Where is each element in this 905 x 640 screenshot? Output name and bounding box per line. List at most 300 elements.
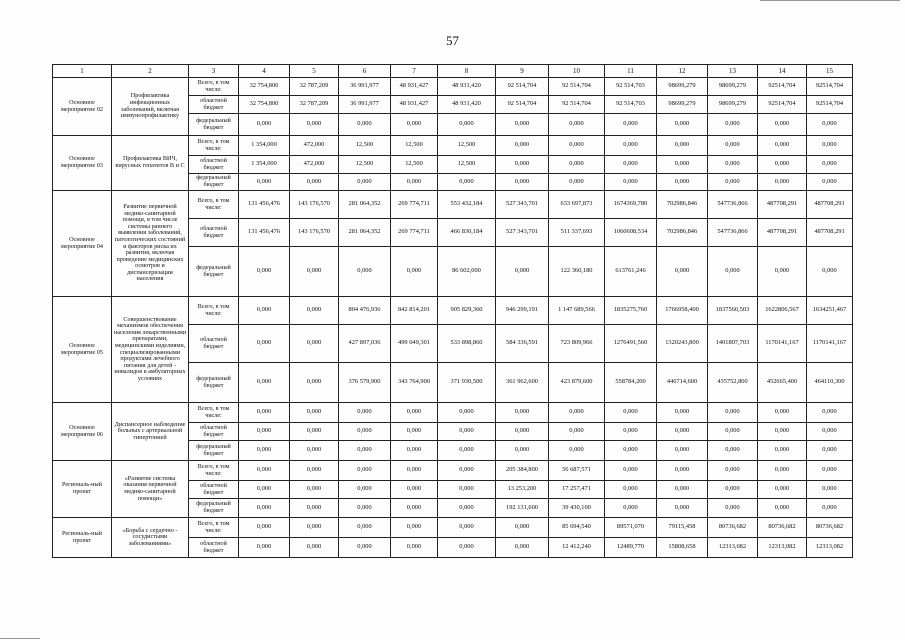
amount-cell: 92 514,704 (496, 78, 549, 96)
amount-cell: 0,000 (239, 518, 290, 538)
amount-cell: 0,000 (391, 403, 438, 423)
amount-cell: 487708,291 (807, 191, 853, 219)
amount-cell: 527 343,701 (496, 219, 549, 247)
page-number: 57 (446, 33, 459, 48)
amount-cell: 702986,846 (657, 191, 708, 219)
amount-cell: 0,000 (339, 247, 391, 297)
amount-cell: 842 814,201 (391, 297, 438, 325)
amount-cell: 92514,704 (807, 96, 853, 114)
amount-cell: 0,000 (758, 441, 807, 461)
amount-cell: 89571,070 (605, 518, 657, 538)
amount-cell: 48 931,420 (438, 96, 496, 114)
amount-cell: 0,000 (758, 174, 807, 191)
amount-cell: 98699,279 (708, 78, 758, 96)
amount-cell: 0,000 (758, 423, 807, 441)
amount-cell: 12313,082 (807, 538, 853, 558)
amount-cell: 1276491,560 (605, 325, 657, 363)
amount-cell: 122 360,180 (549, 247, 605, 297)
amount-cell: 48 931,427 (391, 78, 438, 96)
amount-cell: 0,000 (438, 461, 496, 481)
amount-cell: 0,000 (339, 538, 391, 558)
amount-cell: 0,000 (239, 423, 290, 441)
amount-cell: 0,000 (438, 518, 496, 538)
amount-cell: 36 991,977 (339, 96, 391, 114)
amount-cell: 0,000 (438, 481, 496, 499)
amount-cell: 0,000 (339, 518, 391, 538)
amount-cell: 1674369,780 (605, 191, 657, 219)
amount-cell: 0,000 (807, 247, 853, 297)
amount-cell: 464110,300 (807, 363, 853, 403)
amount-cell: 0,000 (807, 403, 853, 423)
amount-cell: 702986,846 (657, 219, 708, 247)
activity-name-cell: «Борьба с сердечно - сосудистыми заболеваниями» (112, 518, 189, 558)
activity-name-cell: Профилактика ВИЧ, вирусных гепатитов В и С (112, 136, 189, 191)
table-row (53, 191, 853, 219)
amount-cell: 533 898,860 (438, 325, 496, 363)
amount-cell: 0,000 (807, 114, 853, 136)
amount-cell: 435752,800 (708, 363, 758, 403)
amount-cell: 0,000 (657, 136, 708, 156)
amount-cell: 0,000 (496, 136, 549, 156)
amount-cell: 547736,866 (708, 219, 758, 247)
amount-cell: 1170141,167 (758, 325, 807, 363)
amount-cell: 92 514,703 (605, 78, 657, 96)
amount-cell: 1766958,400 (657, 297, 708, 325)
column-number-header: 9 (496, 65, 549, 78)
amount-cell: 0,000 (605, 441, 657, 461)
amount-cell: 0,000 (239, 403, 290, 423)
amount-cell: 0,000 (290, 403, 339, 423)
amount-cell: 92514,704 (758, 96, 807, 114)
amount-cell: 12,500 (438, 156, 496, 174)
column-number-header: 14 (758, 65, 807, 78)
funding-source-cell: Всего, в том числе: (189, 403, 239, 423)
amount-cell: 0,000 (438, 114, 496, 136)
amount-cell: 946 299,191 (496, 297, 549, 325)
amount-cell: 0,000 (605, 423, 657, 441)
table-row (53, 297, 853, 325)
amount-cell: 12,500 (339, 156, 391, 174)
amount-cell: 0,000 (239, 363, 290, 403)
amount-cell: 0,000 (239, 499, 290, 518)
amount-cell: 0,000 (549, 174, 605, 191)
amount-cell: 12,500 (391, 136, 438, 156)
amount-cell: 0,000 (438, 174, 496, 191)
activity-name-cell: Развитие первичной медико-санитарной помощи, в том числе системы раннего выявления заболеваний, патологических состояний и факторов риска их развития, включая проведение медицинских осмотров и диспансеризации населения (112, 191, 189, 297)
amount-cell: 92 514,704 (549, 96, 605, 114)
amount-cell: 0,000 (605, 481, 657, 499)
amount-cell: 0,000 (239, 297, 290, 325)
column-number-header: 13 (708, 65, 758, 78)
amount-cell: 0,000 (239, 114, 290, 136)
amount-cell: 472,000 (290, 136, 339, 156)
amount-cell: 0,000 (290, 114, 339, 136)
amount-cell: 32 787,209 (290, 96, 339, 114)
amount-cell: 269 774,711 (391, 191, 438, 219)
amount-cell: 32 787,209 (290, 78, 339, 96)
column-number-header: 15 (807, 65, 853, 78)
amount-cell: 0,000 (239, 538, 290, 558)
amount-cell: 1170141,167 (807, 325, 853, 363)
amount-cell: 56 687,571 (549, 461, 605, 481)
amount-cell: 0,000 (290, 363, 339, 403)
amount-cell: 86 602,000 (438, 247, 496, 297)
funding-source-cell: областной бюджет (189, 538, 239, 558)
amount-cell: 0,000 (290, 423, 339, 441)
amount-cell: 0,000 (708, 461, 758, 481)
amount-cell: 0,000 (496, 423, 549, 441)
table-row (53, 403, 853, 423)
amount-cell: 1837560,503 (708, 297, 758, 325)
amount-cell: 0,000 (438, 423, 496, 441)
amount-cell: 0,000 (239, 461, 290, 481)
amount-cell: 0,000 (391, 114, 438, 136)
amount-cell: 0,000 (239, 441, 290, 461)
table-row (53, 136, 853, 156)
amount-cell: 1634251,467 (807, 297, 853, 325)
amount-cell: 0,000 (657, 247, 708, 297)
amount-cell: 0,000 (657, 499, 708, 518)
amount-cell: 511 337,693 (549, 219, 605, 247)
amount-cell: 0,000 (605, 174, 657, 191)
column-number-header: 1 (53, 65, 112, 78)
amount-cell: 1 147 689,566 (549, 297, 605, 325)
amount-cell: 0,000 (290, 538, 339, 558)
amount-cell: 0,000 (391, 247, 438, 297)
activity-name-cell: Диспансерное наблюдение больных с артериальной гипертонией (112, 403, 189, 461)
amount-cell: 0,000 (339, 441, 391, 461)
amount-cell: 143 176,570 (290, 191, 339, 219)
amount-cell: 1 354,000 (239, 136, 290, 156)
amount-cell: 32 754,800 (239, 78, 290, 96)
amount-cell: 0,000 (807, 461, 853, 481)
amount-cell: 0,000 (708, 423, 758, 441)
amount-cell: 427 897,036 (339, 325, 391, 363)
funding-source-cell: федеральный бюджет (189, 363, 239, 403)
funding-source-cell: Всего, в том числе: (189, 191, 239, 219)
funding-source-cell: Всего, в том числе: (189, 518, 239, 538)
amount-cell: 0,000 (708, 174, 758, 191)
amount-cell: 0,000 (549, 441, 605, 461)
amount-cell: 0,000 (391, 481, 438, 499)
amount-cell: 0,000 (496, 403, 549, 423)
amount-cell: 558784,200 (605, 363, 657, 403)
amount-cell: 0,000 (438, 403, 496, 423)
amount-cell: 98699,279 (708, 96, 758, 114)
amount-cell: 804 476,936 (339, 297, 391, 325)
table-row (53, 461, 853, 481)
amount-cell: 12313,082 (758, 538, 807, 558)
amount-cell: 452665,400 (758, 363, 807, 403)
amount-cell: 0,000 (708, 114, 758, 136)
amount-cell: 0,000 (657, 174, 708, 191)
amount-cell: 36 991,977 (339, 78, 391, 96)
amount-cell: 0,000 (758, 156, 807, 174)
column-number-header: 12 (657, 65, 708, 78)
amount-cell: 12,500 (339, 136, 391, 156)
table-row (53, 78, 853, 96)
amount-cell: 584 336,591 (496, 325, 549, 363)
amount-cell: 0,000 (758, 136, 807, 156)
amount-cell: 371 930,500 (438, 363, 496, 403)
column-number-header: 3 (189, 65, 239, 78)
amount-cell: 32 754,800 (239, 96, 290, 114)
column-number-header: 8 (438, 65, 496, 78)
amount-cell: 0,000 (708, 403, 758, 423)
amount-cell: 0,000 (807, 441, 853, 461)
amount-cell: 12489,770 (605, 538, 657, 558)
column-number-header: 6 (339, 65, 391, 78)
amount-cell: 0,000 (605, 114, 657, 136)
amount-cell: 1060608,534 (605, 219, 657, 247)
amount-cell: 361 962,600 (496, 363, 549, 403)
amount-cell: 0,000 (239, 247, 290, 297)
activity-name-cell: «Развитие системы оказания первичной медико-санитарной помощи» (112, 461, 189, 518)
amount-cell: 0,000 (438, 441, 496, 461)
column-number-header: 5 (290, 65, 339, 78)
activity-category-cell: Региональ-ный проект (53, 461, 112, 518)
amount-cell: 0,000 (239, 325, 290, 363)
amount-cell: 0,000 (339, 403, 391, 423)
amount-cell: 0,000 (657, 114, 708, 136)
amount-cell: 39 430,100 (549, 499, 605, 518)
funding-source-cell: федеральный бюджет (189, 174, 239, 191)
amount-cell: 17 257,471 (549, 481, 605, 499)
amount-cell: 1401807,703 (708, 325, 758, 363)
amount-cell: 48 931,420 (438, 78, 496, 96)
amount-cell: 0,000 (807, 174, 853, 191)
amount-cell: 92 514,703 (605, 96, 657, 114)
amount-cell: 0,000 (807, 156, 853, 174)
funding-source-cell: областной бюджет (189, 481, 239, 499)
amount-cell: 0,000 (290, 441, 339, 461)
activity-category-cell: Основное мероприятие 04 (53, 191, 112, 297)
amount-cell: 1835275,760 (605, 297, 657, 325)
amount-cell: 192 131,600 (496, 499, 549, 518)
amount-cell: 472,000 (290, 156, 339, 174)
amount-cell: 0,000 (391, 538, 438, 558)
funding-source-cell: областной бюджет (189, 219, 239, 247)
amount-cell: 0,000 (758, 247, 807, 297)
amount-cell: 547736,866 (708, 191, 758, 219)
scan-edge-mark (0, 638, 40, 639)
amount-cell: 92514,704 (758, 78, 807, 96)
amount-cell: 499 049,301 (391, 325, 438, 363)
amount-cell: 613761,246 (605, 247, 657, 297)
amount-cell: 0,000 (549, 423, 605, 441)
column-number-header: 4 (239, 65, 290, 78)
amount-cell: 0,000 (657, 481, 708, 499)
activity-category-cell: Основное мероприятие 03 (53, 136, 112, 191)
amount-cell: 0,000 (708, 136, 758, 156)
amount-cell: 0,000 (807, 499, 853, 518)
amount-cell: 0,000 (605, 461, 657, 481)
activity-category-cell: Основное мероприятие 06 (53, 403, 112, 461)
amount-cell: 0,000 (339, 174, 391, 191)
amount-cell: 1 354,000 (239, 156, 290, 174)
amount-cell: 0,000 (496, 156, 549, 174)
amount-cell: 0,000 (708, 156, 758, 174)
amount-cell: 131 456,476 (239, 191, 290, 219)
amount-cell: 0,000 (239, 174, 290, 191)
amount-cell: 13 253,200 (496, 481, 549, 499)
amount-cell: 0,000 (758, 461, 807, 481)
column-number-row (53, 65, 853, 78)
amount-cell: 0,000 (290, 481, 339, 499)
amount-cell: 0,000 (290, 247, 339, 297)
amount-cell: 80736,682 (807, 518, 853, 538)
amount-cell: 79115,458 (657, 518, 708, 538)
amount-cell: 15808,658 (657, 538, 708, 558)
activity-category-cell: Основное мероприятие 05 (53, 297, 112, 403)
amount-cell: 0,000 (807, 481, 853, 499)
amount-cell: 12313,082 (708, 538, 758, 558)
funding-source-cell: областной бюджет (189, 156, 239, 174)
amount-cell: 98699,279 (657, 96, 708, 114)
amount-cell: 143 176,570 (290, 219, 339, 247)
amount-cell: 12,500 (438, 136, 496, 156)
amount-cell: 0,000 (339, 499, 391, 518)
activity-category-cell: Основное мероприятие 02 (53, 78, 112, 136)
amount-cell: 446714,600 (657, 363, 708, 403)
table-row (53, 518, 853, 538)
amount-cell: 0,000 (758, 499, 807, 518)
activity-name-cell: Профилактика инфекционных заболеваний, включая иммунопрофилактику (112, 78, 189, 136)
amount-cell: 0,000 (657, 441, 708, 461)
amount-cell: 0,000 (391, 441, 438, 461)
amount-cell: 0,000 (708, 247, 758, 297)
amount-cell: 723 809,966 (549, 325, 605, 363)
funding-source-cell: Всего, в том числе: (189, 297, 239, 325)
amount-cell: 0,000 (807, 423, 853, 441)
funding-source-cell: областной бюджет (189, 325, 239, 363)
amount-cell: 0,000 (391, 174, 438, 191)
amount-cell: 0,000 (549, 114, 605, 136)
amount-cell: 98699,279 (657, 78, 708, 96)
amount-cell: 1622806,567 (758, 297, 807, 325)
amount-cell: 92 514,704 (496, 96, 549, 114)
amount-cell: 0,000 (657, 403, 708, 423)
column-number-header: 2 (112, 65, 189, 78)
scan-edge-mark (760, 0, 900, 1)
funding-source-cell: федеральный бюджет (189, 441, 239, 461)
funding-source-cell: областной бюджет (189, 96, 239, 114)
amount-cell: 0,000 (549, 136, 605, 156)
amount-cell: 0,000 (290, 461, 339, 481)
amount-cell: 0,000 (290, 297, 339, 325)
amount-cell: 487708,291 (807, 219, 853, 247)
amount-cell: 0,000 (605, 156, 657, 174)
amount-cell: 281 064,352 (339, 219, 391, 247)
amount-cell: 0,000 (758, 403, 807, 423)
funding-source-cell: Всего, в том числе: (189, 461, 239, 481)
amount-cell: 92514,704 (807, 78, 853, 96)
amount-cell: 92 514,704 (549, 78, 605, 96)
amount-cell: 0,000 (708, 481, 758, 499)
amount-cell: 0,000 (758, 481, 807, 499)
amount-cell: 269 774,711 (391, 219, 438, 247)
amount-cell: 12 412,240 (549, 538, 605, 558)
amount-cell: 343 764,900 (391, 363, 438, 403)
amount-cell: 527 343,701 (496, 191, 549, 219)
amount-cell: 0,000 (290, 174, 339, 191)
amount-cell: 80736,682 (708, 518, 758, 538)
amount-cell: 80736,682 (758, 518, 807, 538)
activity-category-cell: Региональ-ный проект (53, 518, 112, 558)
budget-table (52, 64, 853, 558)
amount-cell: 0,000 (496, 538, 549, 558)
amount-cell: 0,000 (549, 156, 605, 174)
amount-cell: 0,000 (339, 114, 391, 136)
amount-cell: 905 829,360 (438, 297, 496, 325)
amount-cell: 0,000 (708, 499, 758, 518)
amount-cell: 0,000 (438, 538, 496, 558)
amount-cell: 0,000 (290, 518, 339, 538)
amount-cell: 487708,291 (758, 191, 807, 219)
amount-cell: 0,000 (339, 461, 391, 481)
amount-cell: 0,000 (496, 114, 549, 136)
funding-source-cell: Всего, в том числе: (189, 136, 239, 156)
amount-cell: 0,000 (290, 499, 339, 518)
table-body (53, 78, 853, 558)
column-number-header: 10 (549, 65, 605, 78)
amount-cell: 85 694,540 (549, 518, 605, 538)
amount-cell: 0,000 (657, 156, 708, 174)
funding-source-cell: федеральный бюджет (189, 114, 239, 136)
amount-cell: 0,000 (605, 403, 657, 423)
amount-cell: 0,000 (605, 499, 657, 518)
amount-cell: 466 830,184 (438, 219, 496, 247)
amount-cell: 1320243,800 (657, 325, 708, 363)
amount-cell: 0,000 (339, 423, 391, 441)
amount-cell: 0,000 (807, 136, 853, 156)
amount-cell: 48 931,427 (391, 96, 438, 114)
amount-cell: 0,000 (496, 174, 549, 191)
funding-source-cell: федеральный бюджет (189, 499, 239, 518)
amount-cell: 0,000 (496, 247, 549, 297)
amount-cell: 0,000 (549, 403, 605, 423)
amount-cell: 553 432,184 (438, 191, 496, 219)
amount-cell: 0,000 (496, 441, 549, 461)
amount-cell: 423 879,600 (549, 363, 605, 403)
funding-source-cell: областной бюджет (189, 423, 239, 441)
amount-cell: 131 456,476 (239, 219, 290, 247)
column-number-header: 11 (605, 65, 657, 78)
amount-cell: 0,000 (391, 423, 438, 441)
amount-cell: 281 064,352 (339, 191, 391, 219)
funding-source-cell: федеральный бюджет (189, 247, 239, 297)
amount-cell: 633 697,873 (549, 191, 605, 219)
amount-cell: 0,000 (758, 114, 807, 136)
amount-cell: 12,500 (391, 156, 438, 174)
amount-cell: 0,000 (605, 136, 657, 156)
amount-cell: 0,000 (391, 518, 438, 538)
amount-cell: 0,000 (239, 481, 290, 499)
amount-cell: 0,000 (438, 499, 496, 518)
amount-cell: 0,000 (657, 423, 708, 441)
amount-cell: 487708,291 (758, 219, 807, 247)
amount-cell: 0,000 (496, 518, 549, 538)
activity-name-cell: Совершенствование механизмов обеспечения населения лекарственными препаратами, медицинскими изделиями, специализированными продуктами лечебного питания для детей - инвалидов в амбулаторных условиях (112, 297, 189, 403)
amount-cell: 0,000 (290, 325, 339, 363)
amount-cell: 205 384,800 (496, 461, 549, 481)
column-number-header: 7 (391, 65, 438, 78)
amount-cell: 376 579,900 (339, 363, 391, 403)
amount-cell: 0,000 (657, 461, 708, 481)
amount-cell: 0,000 (391, 461, 438, 481)
amount-cell: 0,000 (708, 441, 758, 461)
amount-cell: 0,000 (391, 499, 438, 518)
